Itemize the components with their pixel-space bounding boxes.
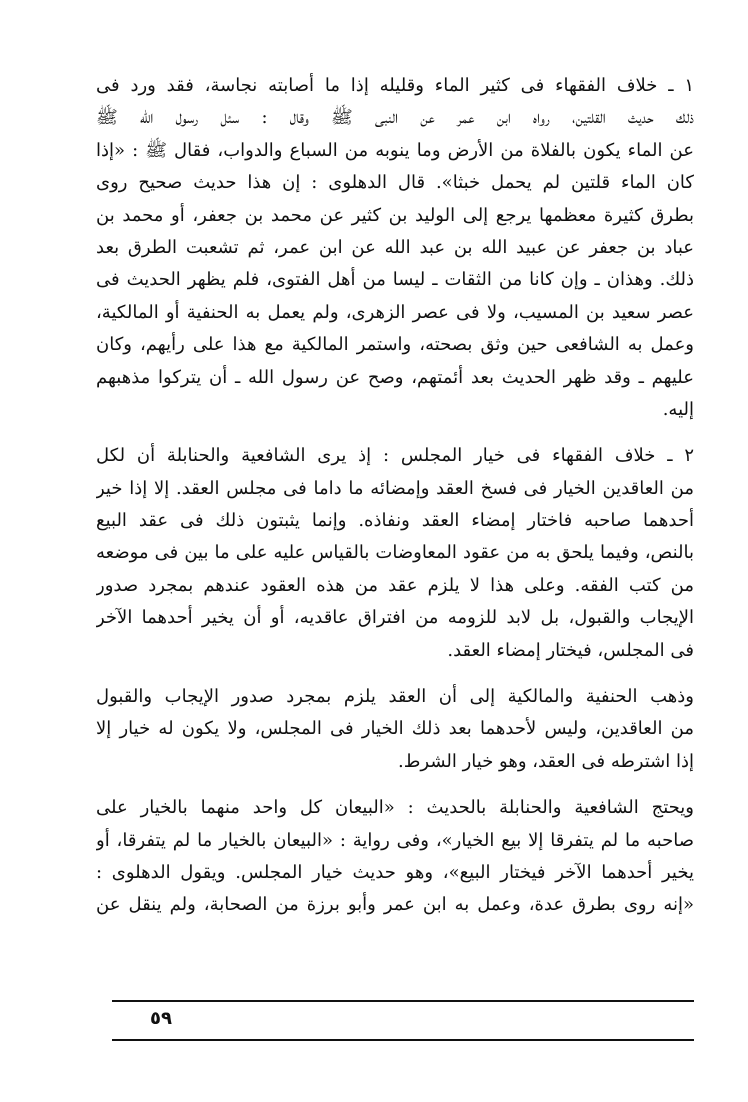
text-line: يخير أحدهما الآخر فيختار البيع»، وهو حديث خيار المجلس. ويقول الدهلوى : (96, 861, 694, 883)
text-line: عن الماء يكون بالفلاة من الأرض وما ينوبه من السباع والدواب، فقال ﷺ : «إذا (96, 139, 694, 161)
paragraph-4 (96, 792, 694, 922)
text-line: ٢ ـ خلاف الفقهاء فى خيار المجلس : إذ يرى الشافعية والحنابلة أن لكل (96, 445, 694, 467)
text-line: إليه. (662, 398, 694, 420)
paragraph-1 (96, 70, 694, 426)
text-line: ذلك. وهذان ـ وإن كانا من الثقات ـ ليسا من أهل الفتوى، فلم يظهر الحديث فى (96, 269, 694, 291)
text-line: أحدهما صاحبه فاختار إمضاء العقد ونفاذه. وإنما يثبتون ذلك فى عقد البيع (96, 510, 694, 532)
paragraph-gap (96, 778, 694, 792)
text-line: صاحبه ما لم يتفرقا إلا بيع الخيار»، وفى رواية : «البيعان بالخيار ما لم يتفرقا، أو (96, 829, 694, 851)
page-number: ٥٩ (150, 1008, 172, 1029)
paragraph-3 (96, 681, 694, 778)
text-line: فى المجلس، فيختار إمضاء العقد. (447, 639, 694, 661)
footer-rule-bottom (112, 1039, 694, 1041)
text-line: كان الماء قلتين لم يحمل خبثا». قال الدهلوى : إن هذا حديث صحيح روى (96, 172, 694, 194)
text-line: الإيجاب والقبول، بل لابد للزومه من افتراق عاقديه، أو أن يخير أحدهما الآخر (96, 607, 694, 629)
text-line: من كتب الفقه. وعلى هذا لا يلزم عقد من هذه العقود عندهم بمجرد صدور (96, 574, 694, 596)
text-line: عليهم ـ وقد ظهر الحديث بعد أئمتهم، وصح عن رسول الله ـ أن يتركوا مذهبهم (96, 366, 694, 388)
text-line: ذلك حديث القلتين، رواه ابن عمر عن النبى ﷺ وقال : سئل رسول الله ﷺ (96, 107, 694, 129)
text-line: «إنه روى بطرق عدة، وعمل به ابن عمر وأبو برزة من الصحابة، ولم ينقل عن (96, 894, 694, 916)
text-line: عصر سعيد بن المسيب، ولا فى عصر الزهرى، ولم يعمل به الحنفية أو المالكية، (96, 301, 694, 323)
paragraph-gap (96, 426, 694, 440)
text-line: وذهب الحنفية والمالكية إلى أن العقد يلزم بمجرد صدور الإيجاب والقبول (96, 686, 694, 708)
footer-rule-top (112, 1000, 694, 1002)
text-line: ويحتج الشافعية والحنابلة بالحديث : «البيعان كل واحد منهما بالخيار على (96, 797, 694, 819)
text-line: وعمل به الشافعى حين وثق بصحته، واستمر المالكية مع هذا على رأيهم، وكان (96, 334, 694, 356)
text-line: إذا اشترطه فى العقد، وهو خيار الشرط. (398, 750, 694, 772)
paragraph-2 (96, 440, 694, 667)
text-line: بالنص، وفيما يلحق به من عقود المعاوضات بالقياس عليه على ما بين فى موضعه (96, 542, 694, 564)
text-line: من العاقدين، وليس لأحدهما بعد ذلك الخيار فى المجلس، ولا يكون له خيار إلا (96, 718, 694, 740)
text-line: من العاقدين الخيار فى فسخ العقد وإمضائه ما داما فى مجلس العقد. إلا إذا خير (96, 477, 694, 499)
body-text (96, 70, 694, 922)
paragraph-gap (96, 667, 694, 681)
text-line: عباد بن جعفر عن عبيد الله بن عبد الله عن ابن عمر، ثم تشعبت الطرق بعد (96, 236, 694, 258)
text-line: ١ ـ خلاف الفقهاء فى كثير الماء وقليله إذا ما أصابته نجاسة، فقد ورد فى (96, 75, 694, 96)
text-line: بطرق كثيرة معظمها يرجع إلى الوليد بن كثير عن محمد بن جعفر، أو محمد بن (96, 204, 694, 226)
